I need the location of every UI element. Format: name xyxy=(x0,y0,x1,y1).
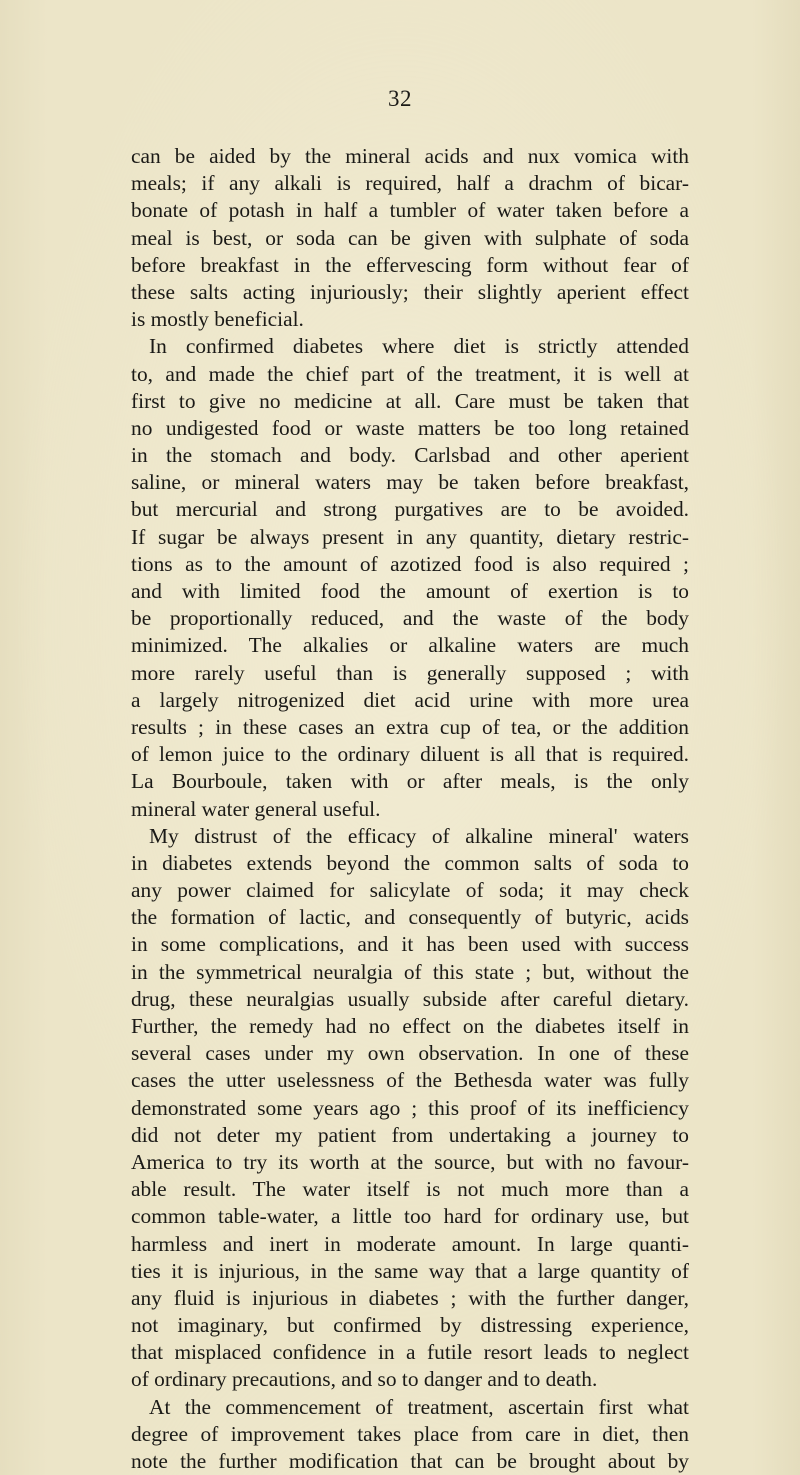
text-line: degree of improvement takes place from care in diet, then xyxy=(131,1421,689,1446)
text-line: a largely nitrogenized diet acid urine with more urea xyxy=(131,687,689,712)
text-line: in some complications, and it has been used with success xyxy=(131,932,689,957)
text-line: bonate of potash in half a tumbler of water taken before a xyxy=(131,198,689,223)
text-line: mineral water general useful. xyxy=(131,796,381,821)
text-line: minimized. The alkalies or alkaline waters are much xyxy=(131,633,689,658)
text-line: drug, these neuralgias usually subside after careful dietary. xyxy=(131,986,689,1011)
paragraph xyxy=(131,823,689,1394)
text-line: before breakfast in the effervescing form without fear of xyxy=(131,252,689,277)
text-line: results ; in these cases an extra cup of tea, or the addition xyxy=(131,714,689,739)
body-text xyxy=(131,143,689,1475)
paragraph xyxy=(131,143,689,333)
text-line: In confirmed diabetes where diet is strictly attended xyxy=(149,334,689,359)
text-line: can be aided by the mineral acids and nux vomica with xyxy=(131,144,689,168)
text-line: America to try its worth at the source, but with no favour- xyxy=(131,1149,689,1174)
text-line: My distrust of the efficacy of alkaline mineral' waters xyxy=(149,823,689,848)
text-line: common table-water, a little too hard for ordinary use, but xyxy=(131,1204,689,1229)
page-number: 32 xyxy=(388,86,412,111)
text-line: in diabetes extends beyond the common salts of soda to xyxy=(131,850,689,875)
text-line: If sugar be always present in any quantity, dietary restric- xyxy=(131,524,689,549)
text-line: the formation of lactic, and consequently of butyric, acids xyxy=(131,905,689,930)
text-line: La Bourboule, taken with or after meals, is the only xyxy=(131,769,689,794)
text-line: in the stomach and body. Carlsbad and other aperient xyxy=(131,443,689,468)
text-line: Further, the remedy had no effect on the diabetes itself in xyxy=(131,1014,689,1038)
text-line: ties it is injurious, in the same way that a large quantity of xyxy=(131,1258,689,1283)
text-line: is mostly beneficial. xyxy=(131,307,304,332)
text-line: note the further modification that can be brought about by xyxy=(131,1449,689,1473)
text-line: did not deter my patient from undertaking a journey to xyxy=(131,1122,689,1147)
text-line: no undigested food or waste matters be too long retained xyxy=(131,415,689,440)
text-line: tions as to the amount of azotized food is also required ; xyxy=(131,551,689,576)
text-line: At the commencement of treatment, ascertain first what xyxy=(149,1394,689,1419)
text-line: saline, or mineral waters may be taken before breakfast, xyxy=(131,470,689,495)
text-line: to, and made the chief part of the treatment, it is well at xyxy=(131,361,689,386)
text-line: able result. The water itself is not much more than a xyxy=(131,1177,689,1202)
text-line: harmless and inert in moderate amount. In large quanti- xyxy=(131,1231,689,1256)
text-line: of lemon juice to the ordinary diluent is all that is required. xyxy=(131,742,689,767)
text-line: any power claimed for salicylate of soda; it may check xyxy=(131,878,689,903)
text-line: demonstrated some years ago ; this proof of its inefficiency xyxy=(131,1095,689,1120)
text-line: of ordinary precautions, and so to danger and to death. xyxy=(131,1367,598,1392)
text-line: more rarely useful than is generally supposed ; with xyxy=(131,660,689,685)
text-line: meal is best, or soda can be given with sulphate of soda xyxy=(131,225,689,250)
text-line: meals; if any alkali is required, half a drachm of bicar- xyxy=(131,171,689,196)
text-line: first to give no medicine at all. Care must be taken that xyxy=(131,388,689,413)
text-line: any fluid is injurious in diabetes ; with the further danger, xyxy=(131,1285,689,1310)
text-line: in the symmetrical neuralgia of this state ; but, without the xyxy=(131,959,689,984)
text-line: cases the utter uselessness of the Bethesda water was fully xyxy=(131,1068,689,1093)
text-line: be proportionally reduced, and the waste of the body xyxy=(131,606,689,631)
text-line: and with limited food the amount of exertion is to xyxy=(131,579,689,603)
paragraph xyxy=(131,333,689,822)
paragraph xyxy=(131,1394,689,1475)
text-line: but mercurial and strong purgatives are to be avoided. xyxy=(131,497,689,522)
text-line: that misplaced confidence in a futile resort leads to neglect xyxy=(131,1340,689,1365)
text-line: not imaginary, but confirmed by distressing experience, xyxy=(131,1313,689,1338)
text-line: these salts acting injuriously; their slightly aperient effect xyxy=(131,279,689,304)
text-line: several cases under my own observation. In one of these xyxy=(131,1041,689,1066)
